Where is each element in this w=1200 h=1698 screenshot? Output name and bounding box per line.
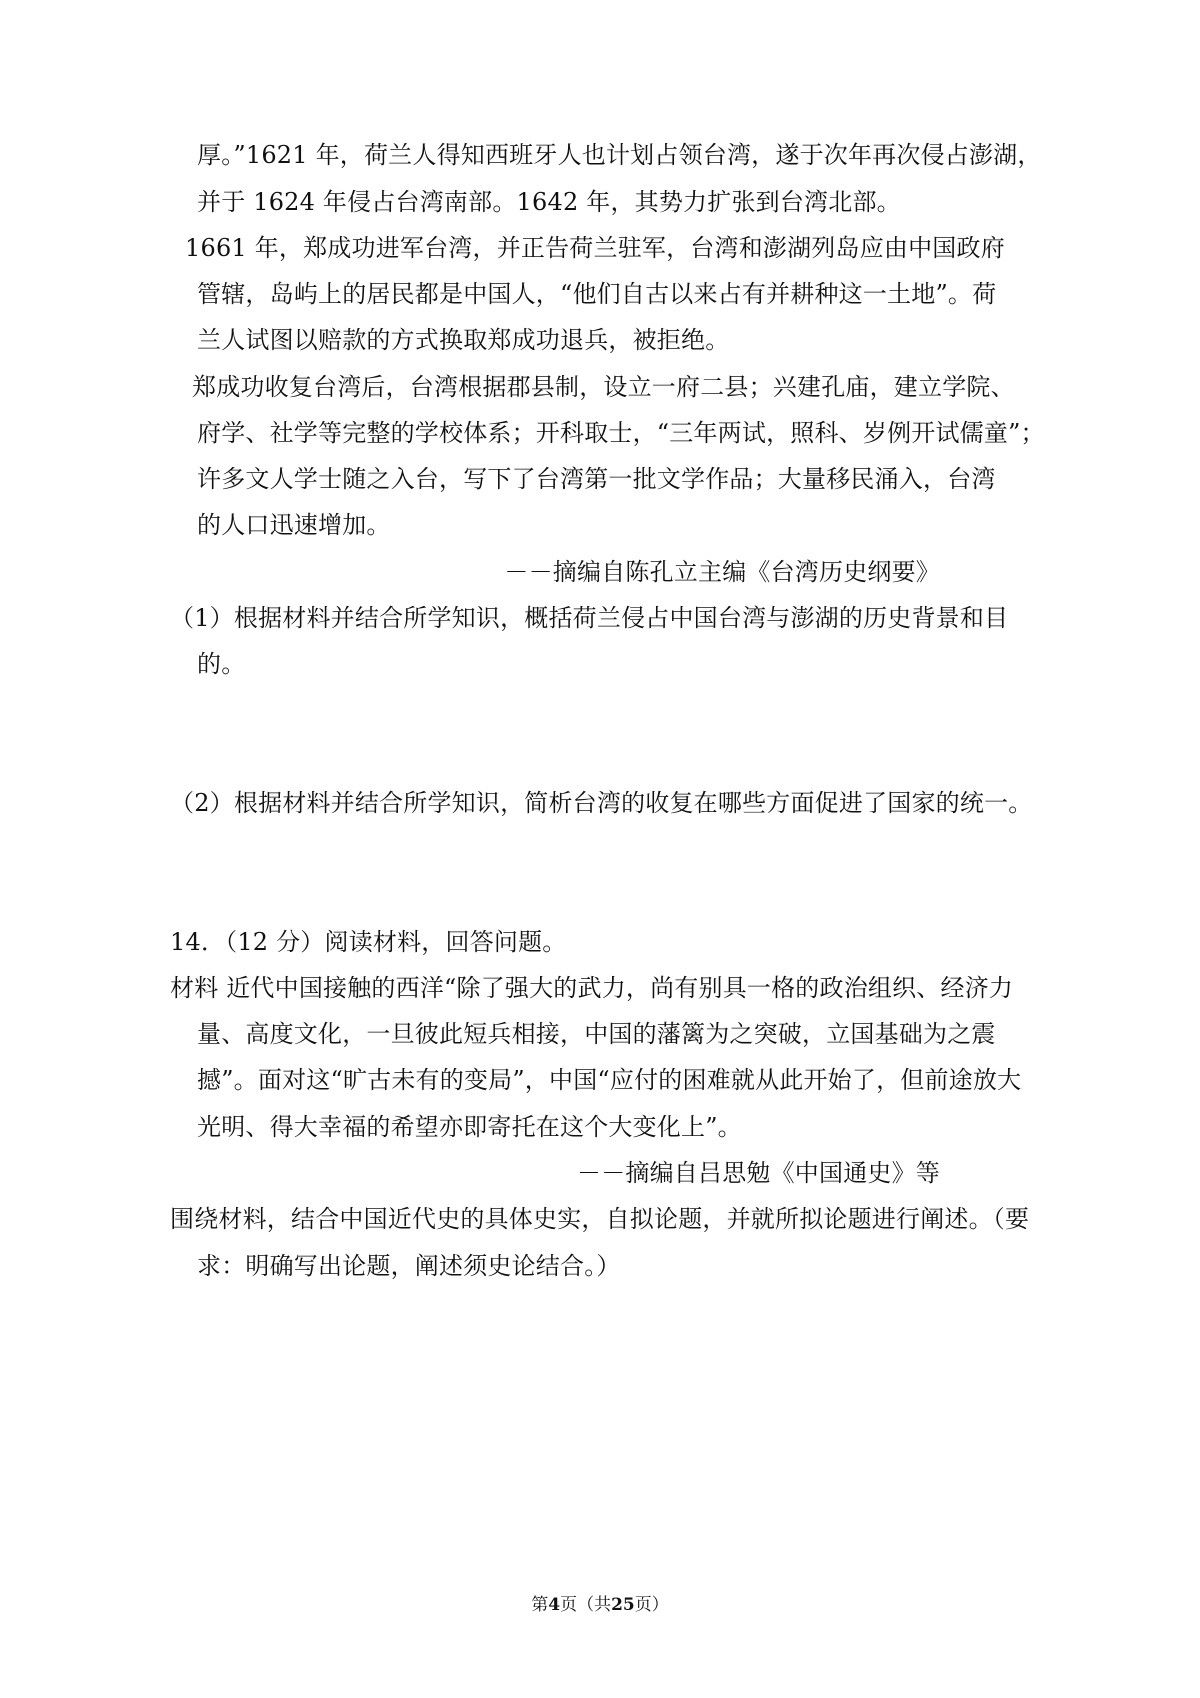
material-line: 厚。”1621 年，荷兰人得知西班牙人也计划占领台湾，遂于次年再次侵占澎湖， (197, 141, 1042, 169)
question-13-2: （2）根据材料并结合所学知识，简析台湾的收复在哪些方面促进了国家的统一。 (170, 789, 1033, 817)
material-line: 兰人试图以赔款的方式换取郑成功退兵，被拒绝。 (197, 326, 730, 354)
material-line: 郑成功收复台湾后，台湾根据郡县制，设立一府二县；兴建孔庙，建立学院、 (192, 373, 1015, 401)
question-14-heading: 14．（12 分）阅读材料，回答问题。 (170, 928, 567, 956)
material-line: 府学、社学等完整的学校体系；开科取士，“三年两试，照科、岁例开试儒童”； (197, 419, 1045, 447)
q14-task-line-continued: 求：明确写出论题，阐述须史论结合。） (197, 1252, 621, 1280)
q14-material-line: 光明、得大幸福的希望亦即寄托在这个大变化上”。 (197, 1113, 742, 1141)
footer-page-number: 4 (548, 1595, 561, 1615)
question-13-1: （1）根据材料并结合所学知识，概括荷兰侵占中国台湾与澎湖的历史背景和目 (170, 604, 1009, 632)
material-line: 管辖，岛屿上的居民都是中国人，“他们自古以来占有并耕种这一土地”。荷 (197, 280, 997, 308)
page-footer (0, 1593, 1200, 1617)
footer-suffix: 页） (634, 1595, 669, 1615)
q14-material-line: 撼”。面对这“旷古未有的变局”，中国“应付的困难就从此开始了，但前途放大 (197, 1066, 1022, 1094)
footer-prefix: 第 (531, 1595, 549, 1615)
material-line: 许多文人学士随之入台，写下了台湾第一批文学作品；大量移民涌入，台湾 (197, 465, 996, 493)
material-line: 并于 1624 年侵占台湾南部。1642 年，其势力扩张到台湾北部。 (197, 188, 901, 216)
q14-material-line: 材料 近代中国接触的西洋“除了强大的武力，尚有别具一格的政治组织、经济力 (170, 974, 1014, 1002)
footer-total-pages: 25 (611, 1595, 635, 1615)
material-source: －－摘编自陈孔立主编《台湾历史纲要》 (504, 558, 940, 586)
q14-task-line: 围绕材料，结合中国近代史的具体史实，自拟论题，并就所拟论题进行阐述。（要 (170, 1205, 1030, 1233)
q14-material-line: 量、高度文化，一旦彼此短兵相接，中国的藩篱为之突破，立国基础为之震 (197, 1020, 996, 1048)
q14-material-source: －－摘编自吕思勉《中国通史》等 (577, 1159, 940, 1187)
question-13-1-continued: 的。 (197, 650, 246, 678)
material-line: 的人口迅速增加。 (197, 511, 391, 539)
material-line: 1661 年，郑成功进军台湾，并正告荷兰驻军，台湾和澎湖列岛应由中国政府 (185, 234, 1005, 262)
footer-middle: 页（共 (560, 1595, 612, 1615)
